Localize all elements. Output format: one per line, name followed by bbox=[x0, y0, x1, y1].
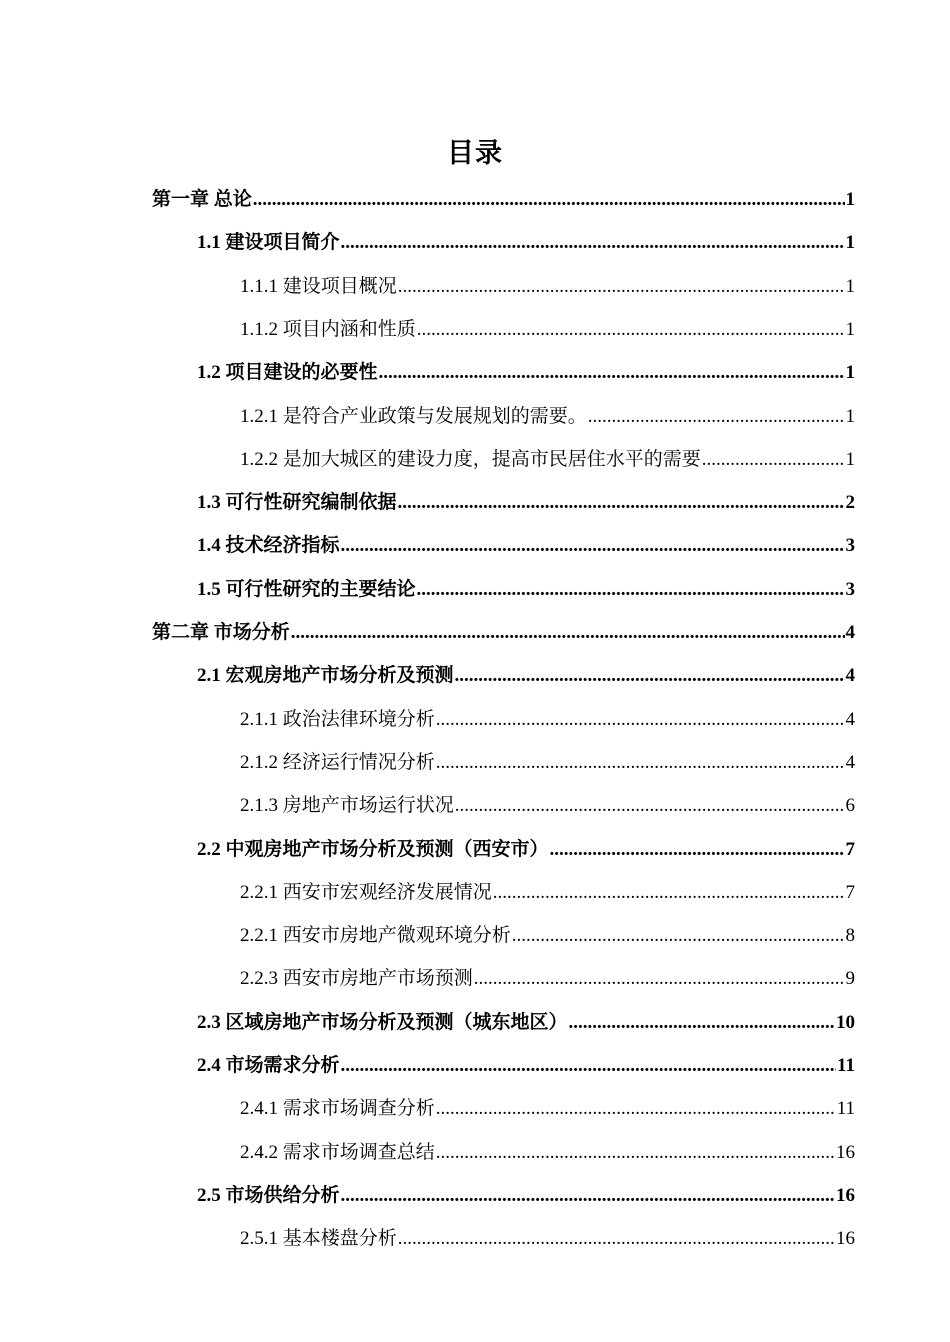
toc-entry-level-2[interactable] bbox=[197, 830, 855, 870]
toc-entry-label: 1.1.2 项目内涵和性质 bbox=[240, 318, 416, 340]
toc-entry-label: 2.5 市场供给分析 bbox=[197, 1184, 340, 1206]
toc-page-number: 11 bbox=[837, 1055, 855, 1076]
toc-page-number: 1 bbox=[845, 189, 855, 210]
toc-page-number: 16 bbox=[836, 1141, 855, 1163]
toc-entry-level-2[interactable] bbox=[197, 223, 855, 263]
toc-entry-label: 1.4 技术经济指标 bbox=[197, 535, 340, 557]
toc-page-number: 4 bbox=[845, 665, 855, 687]
toc-dot-leader bbox=[436, 1089, 836, 1129]
toc-dot-leader bbox=[398, 267, 845, 307]
toc-dot-leader bbox=[341, 526, 845, 566]
toc-entry-label: 1.2.2 是加大城区的建设力度，提高市民居住水平的需要 bbox=[240, 448, 701, 470]
toc-dot-leader bbox=[253, 180, 845, 220]
toc-page-number: 1 bbox=[845, 405, 855, 427]
toc-page-number: 16 bbox=[836, 1228, 855, 1250]
toc-page-number: 2 bbox=[845, 492, 855, 514]
toc-dot-leader bbox=[436, 1133, 835, 1173]
toc-entry-label: 2.1.2 经济运行情况分析 bbox=[240, 751, 435, 773]
toc-dot-leader bbox=[291, 613, 845, 653]
toc-entry-level-3[interactable] bbox=[240, 310, 855, 350]
toc-entry-level-1[interactable] bbox=[152, 613, 855, 653]
toc-page-number: 3 bbox=[845, 578, 855, 600]
toc-dot-leader bbox=[398, 1219, 835, 1259]
toc-entry-label: 1.3 可行性研究编制依据 bbox=[197, 492, 397, 514]
toc-entry-level-3[interactable] bbox=[240, 743, 855, 783]
toc-page-number: 4 bbox=[845, 622, 855, 643]
toc-page-number: 16 bbox=[836, 1184, 855, 1206]
toc-entry-label: 2.4.2 需求市场调查总结 bbox=[240, 1141, 435, 1163]
toc-entry-level-2[interactable] bbox=[197, 483, 855, 523]
toc-page-number: 6 bbox=[845, 795, 855, 817]
toc-dot-leader bbox=[512, 916, 845, 956]
toc-dot-leader bbox=[455, 656, 845, 696]
toc-dot-leader bbox=[474, 959, 845, 999]
toc-entry-level-3[interactable] bbox=[240, 267, 855, 307]
toc-dot-leader bbox=[341, 1046, 837, 1086]
toc-entry-label: 第二章 市场分析 bbox=[152, 622, 290, 643]
toc-dot-leader bbox=[398, 483, 845, 523]
toc-entry-label: 2.3 区域房地产市场分析及预测（城东地区） bbox=[197, 1011, 568, 1033]
toc-entry-level-3[interactable] bbox=[240, 1219, 855, 1259]
toc-entry-level-2[interactable] bbox=[197, 526, 855, 566]
toc-entry-level-3[interactable] bbox=[240, 440, 855, 480]
toc-entry-level-2[interactable] bbox=[197, 1003, 855, 1043]
toc-entry-level-3[interactable] bbox=[240, 1133, 855, 1173]
toc-entry-label: 2.2 中观房地产市场分析及预测（西安市） bbox=[197, 838, 549, 860]
toc-dot-leader bbox=[550, 830, 845, 870]
toc-entry-label: 第一章 总论 bbox=[152, 189, 252, 210]
toc-dot-leader bbox=[379, 353, 845, 393]
toc-dot-leader bbox=[341, 1176, 835, 1216]
toc-dot-leader bbox=[588, 397, 845, 437]
toc-entry-level-3[interactable] bbox=[240, 1089, 855, 1129]
toc-page-number: 10 bbox=[836, 1011, 855, 1033]
toc-entry-label: 1.2.1 是符合产业政策与发展规划的需要。 bbox=[240, 405, 587, 427]
toc-page-number: 11 bbox=[836, 1098, 855, 1120]
toc-entry-label: 2.1.3 房地产市场运行状况 bbox=[240, 795, 454, 817]
toc-entry-label: 2.2.3 西安市房地产市场预测 bbox=[240, 968, 473, 990]
toc-entry-label: 2.4 市场需求分析 bbox=[197, 1055, 340, 1076]
toc-entry-label: 2.5.1 基本楼盘分析 bbox=[240, 1228, 397, 1250]
toc-entry-level-3[interactable] bbox=[240, 786, 855, 826]
toc-entry-level-3[interactable] bbox=[240, 959, 855, 999]
toc-page-number: 8 bbox=[845, 925, 855, 947]
toc-entry-level-1[interactable] bbox=[152, 180, 855, 220]
toc-dot-leader bbox=[341, 223, 845, 263]
toc-entry-label: 1.1.1 建设项目概况 bbox=[240, 275, 397, 297]
toc-entry-level-3[interactable] bbox=[240, 700, 855, 740]
toc-page-number: 7 bbox=[845, 881, 855, 903]
toc-page-number: 1 bbox=[845, 275, 855, 297]
toc-title: 目录 bbox=[447, 138, 503, 169]
toc-entry-label: 1.2 项目建设的必要性 bbox=[197, 362, 378, 384]
toc-entry-level-2[interactable] bbox=[197, 1046, 855, 1086]
toc-entry-level-2[interactable] bbox=[197, 353, 855, 393]
toc-page-number: 9 bbox=[845, 968, 855, 990]
toc-entry-label: 2.1 宏观房地产市场分析及预测 bbox=[197, 665, 454, 687]
toc-entry-level-3[interactable] bbox=[240, 873, 855, 913]
toc-entry-label: 1.5 可行性研究的主要结论 bbox=[197, 578, 416, 600]
toc-entry-label: 2.2.1 西安市宏观经济发展情况 bbox=[240, 881, 492, 903]
toc-page-number: 1 bbox=[845, 448, 855, 470]
toc-dot-leader bbox=[455, 786, 845, 826]
toc-page-number: 4 bbox=[845, 751, 855, 773]
toc-entry-level-3[interactable] bbox=[240, 397, 855, 437]
toc-dot-leader bbox=[436, 743, 845, 783]
toc-entry-label: 2.4.1 需求市场调查分析 bbox=[240, 1098, 435, 1120]
toc-entry-level-2[interactable] bbox=[197, 1176, 855, 1216]
toc-dot-leader bbox=[493, 873, 845, 913]
toc-dot-leader bbox=[417, 570, 845, 610]
toc-entry-level-2[interactable] bbox=[197, 656, 855, 696]
toc-dot-leader bbox=[417, 310, 845, 350]
toc-entry-label: 2.1.1 政治法律环境分析 bbox=[240, 708, 435, 730]
toc-page-number: 1 bbox=[845, 362, 855, 384]
toc-entry-level-3[interactable] bbox=[240, 916, 855, 956]
toc-entry-label: 1.1 建设项目简介 bbox=[197, 232, 340, 254]
toc-dot-leader bbox=[569, 1003, 835, 1043]
toc-dot-leader bbox=[436, 700, 845, 740]
toc-entry-level-2[interactable] bbox=[197, 570, 855, 610]
toc-page-number: 1 bbox=[845, 232, 855, 254]
toc-page-number: 7 bbox=[845, 838, 855, 860]
toc-dot-leader bbox=[702, 440, 845, 480]
toc-entry-label: 2.2.1 西安市房地产微观环境分析 bbox=[240, 925, 511, 947]
toc-page-number: 4 bbox=[845, 708, 855, 730]
toc-page-number: 1 bbox=[845, 318, 855, 340]
toc-page-number: 3 bbox=[845, 535, 855, 557]
